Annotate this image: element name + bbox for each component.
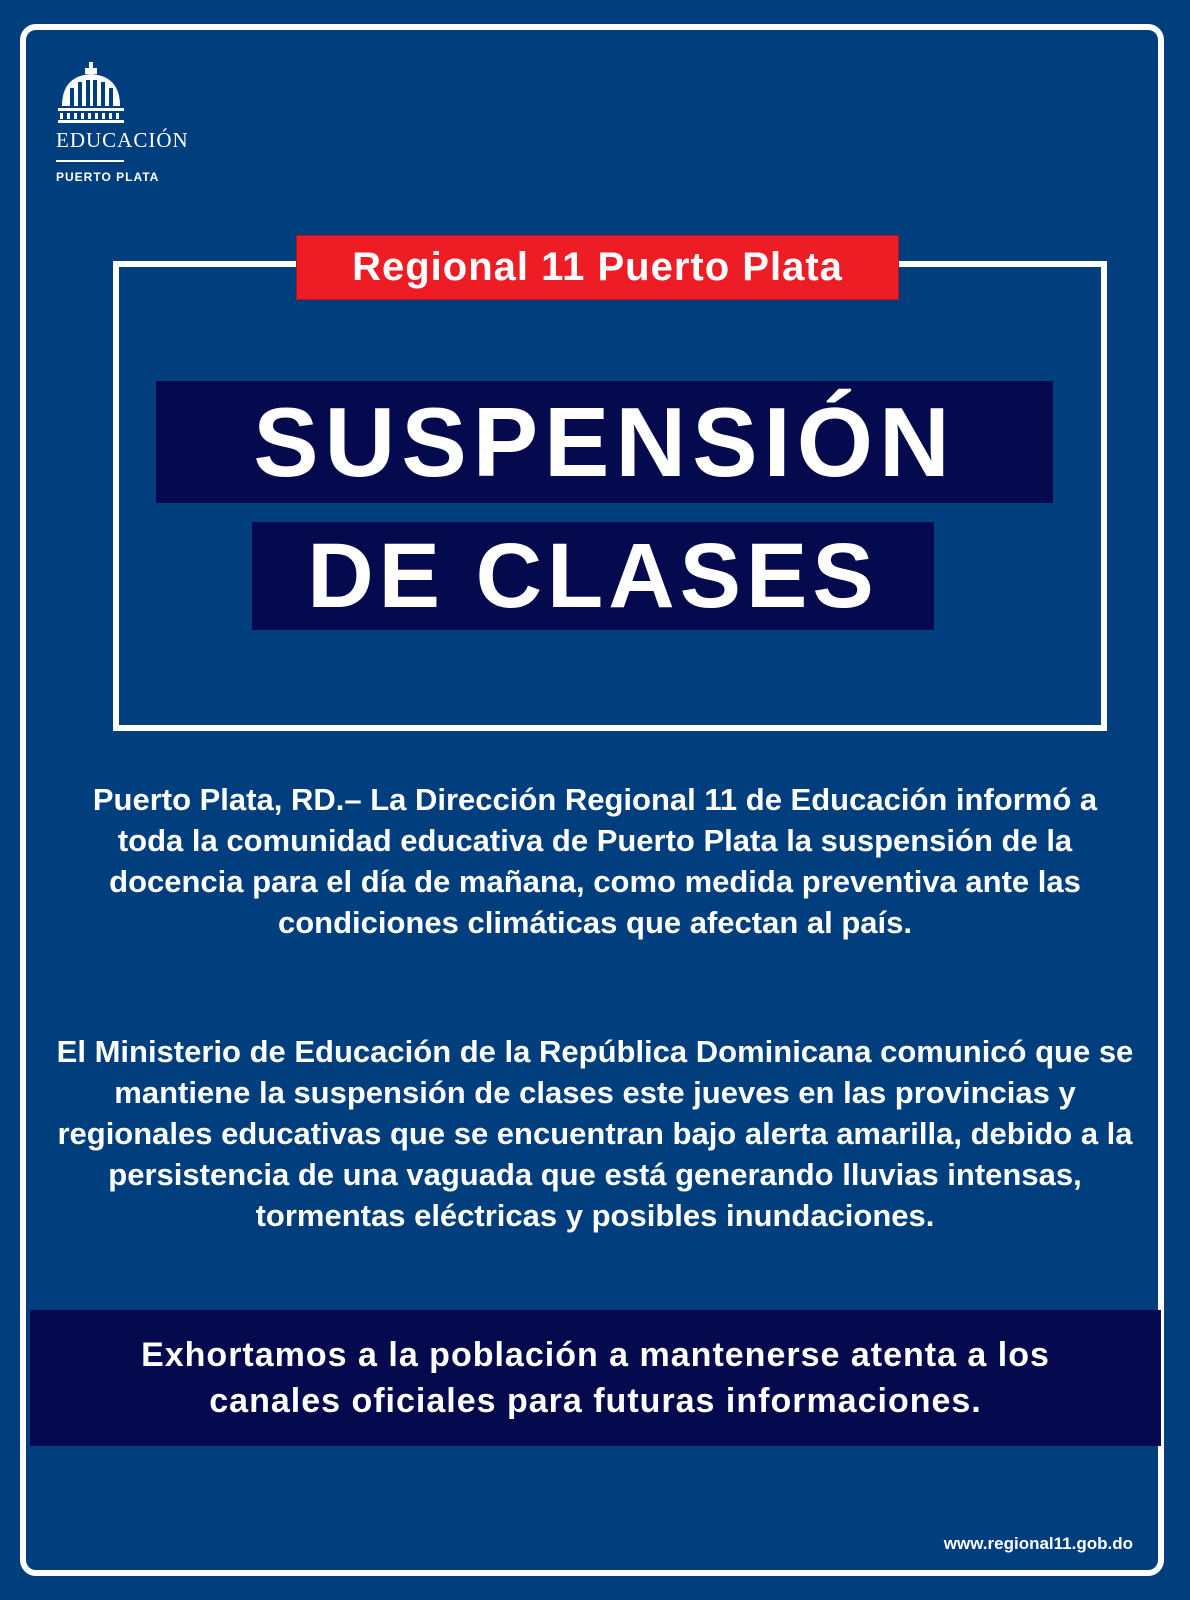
logo-region-name: PUERTO PLATA	[56, 170, 160, 184]
website-link[interactable]: www.regional11.gob.do	[943, 1534, 1133, 1553]
headline-line-2: DE CLASES	[252, 522, 934, 630]
logo-divider	[56, 160, 124, 162]
callout-banner	[30, 1310, 1161, 1446]
capitol-dome-icon	[56, 62, 126, 124]
announcement-paragraph-2: El Ministerio de Educación de la República Dominicana comunicó que se mantiene la suspensión de clases este jueves en las provincias y regionales educativas que se encuentran bajo alerta amarilla, debido a la persistencia de una vaguada que está generando lluvias intensas, tormentas eléctricas y posibles inundaciones.	[56, 1034, 1134, 1233]
announcement-paragraph-1: Puerto Plata, RD.– La Dirección Regional 11 de Educación informó a toda la comunidad educativa de Puerto Plata la suspensión de la docencia para el día de mañana, como medida preventiva ante las condiciones climáticas que afectan al país.	[92, 782, 1098, 940]
education-logo	[56, 62, 216, 184]
region-badge: Regional 11 Puerto Plata	[296, 235, 899, 300]
logo-organization-name: EDUCACIÓN	[56, 128, 189, 152]
headline-line-1: SUSPENSIÓN	[156, 381, 1053, 503]
callout-text: Exhortamos a la población a mantenerse atenta a los canales oficiales para futuras informaciones.	[141, 1336, 1050, 1420]
